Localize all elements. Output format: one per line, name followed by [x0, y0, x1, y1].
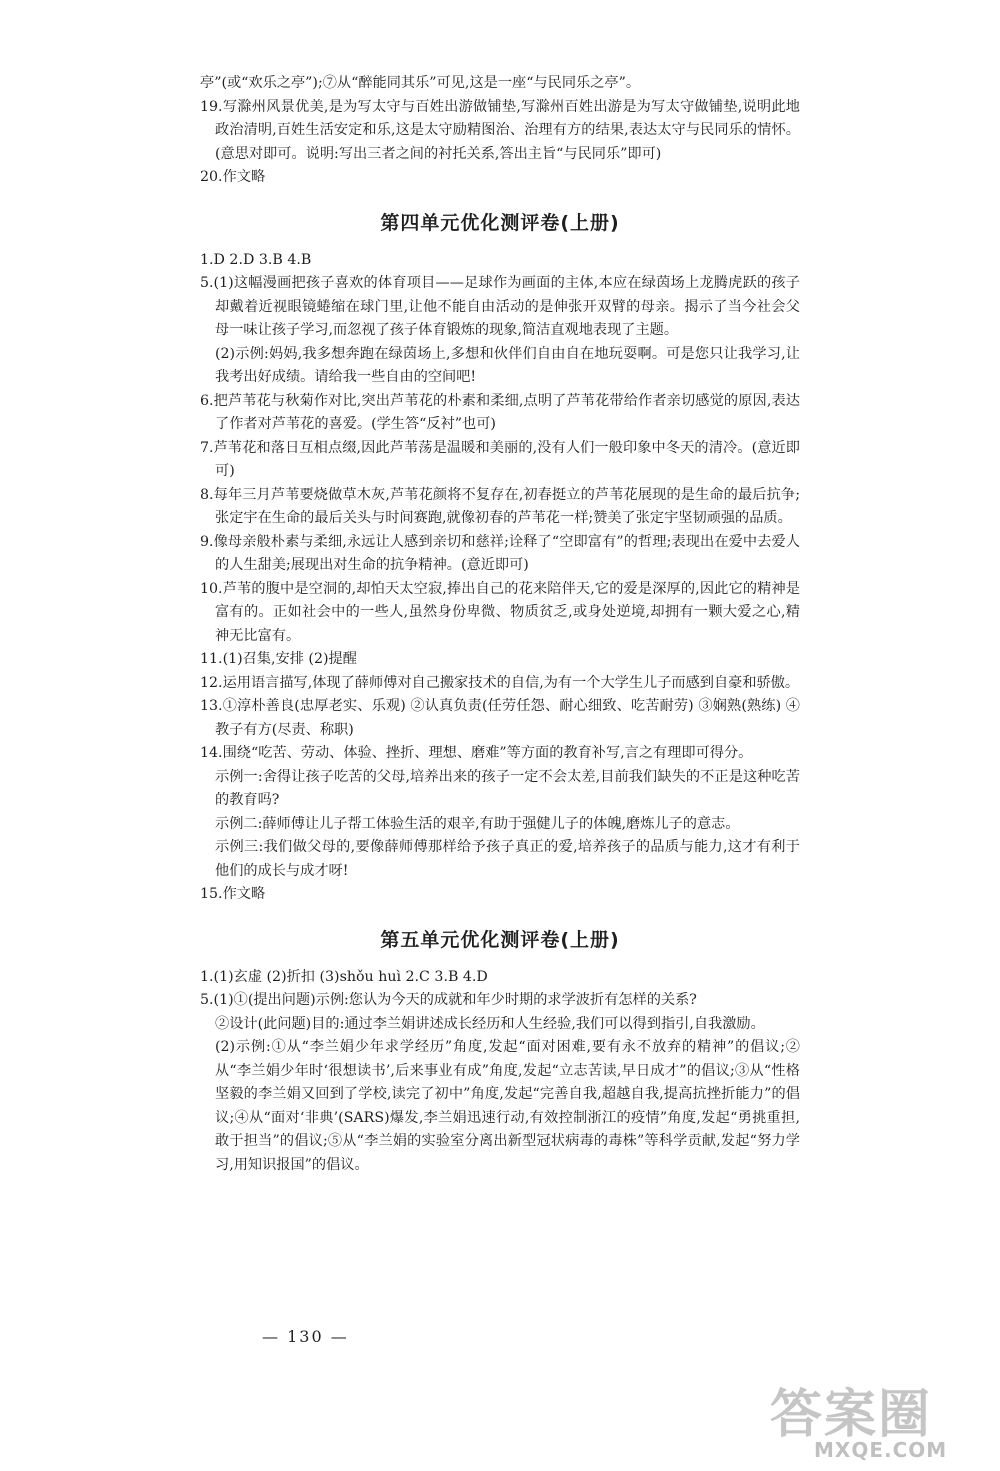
section-title: 第五单元优化测评卷(上册): [380, 928, 620, 951]
watermark-url: MXQE.COM: [814, 1438, 948, 1462]
continuation-line: 亭”(或“欢乐之亭”);⑦从“醉能同其乐”可见,这是一座“与民同乐之亭”。: [200, 75, 641, 91]
answer-item: 5.(1)①(提出问题)示例:您认为今天的成就和年少时期的求学波折有怎样的关系?: [200, 992, 697, 1008]
answer-subitem: (2)示例:①从“李兰娟少年求学经历”角度,发起“面对困难,要有永不放弃的精神”的倡议;②从“李兰娟少年时‘很想读书’,后来事业有成”角度,发起“立志苦读,早日成才”的倡议;③从“性格坚毅的李兰娟又回到了学校,读完了初中”角度,发起“完善自我,超越自我,提高抗挫折能力”的倡议;④从“面对‘非典’(SARS)爆发,李兰娟迅速行动,有效控制浙江的疫情”角度,发起“勇挑重担,敢于担当”的倡议;⑤从“李兰娟的实验室分离出新型冠状病毒的毒株”等科学贡献,发起“努力学习,用知识报国”的倡议。: [215, 1039, 800, 1173]
answer-item: 14.围绕“吃苦、劳动、体验、挫折、理想、磨难”等方面的教育补写,言之有理即可得分。: [200, 745, 753, 761]
answer-example: 示例三:我们做父母的,要像薛师傅那样给予孩子真正的爱,培养孩子的品质与能力,这才有利于他们的成长与成才呀!: [215, 839, 800, 879]
answer-example: 示例二:薛师傅让儿子帮工体验生活的艰辛,有助于强健儿子的体魄,磨炼儿子的意志。: [215, 815, 740, 832]
answer-subitem: (2)示例:妈妈,我多想奔跑在绿茵场上,多想和伙伴们自由自在地玩耍啊。可是您只让我学习,让我考出好成绩。请给我一些自由的空间吧!: [215, 345, 800, 385]
watermark-text: 答案圈: [770, 1385, 933, 1445]
answer-item: 13.①淳朴善良(忠厚老实、乐观) ②认真负责(任劳任怨、耐心细致、吃苦耐劳) ③娴熟(熟练) ④教子有方(尽责、称职): [200, 698, 800, 738]
answer-item: 6.把芦苇花与秋菊作对比,突出芦苇花的朴素和柔细,点明了芦苇花带给作者亲切感觉的原因,表达了作者对芦苇花的喜爱。(学生答“反衬”也可): [200, 392, 800, 432]
answer-example: 示例一:舍得让孩子吃苦的父母,培养出来的孩子一定不会太差,目前我们缺失的不正是这种吃苦的教育吗?: [215, 768, 800, 808]
answer-content: [200, 72, 800, 1177]
answer-item: 1.D 2.D 3.B 4.B: [200, 251, 312, 268]
answer-item: 8.每年三月芦苇要烧做草木灰,芦苇花颜将不复存在,初春挺立的芦苇花展现的是生命的最后抗争;张定宇在生命的最后关头与时间赛跑,就像初春的芦苇花一样;赞美了张定宇坚韧顽强的品质。: [200, 486, 800, 526]
answer-item: 5.(1)这幅漫画把孩子喜欢的体育项目——足球作为画面的主体,本应在绿茵场上龙腾虎跃的孩子却戴着近视眼镜蜷缩在球门里,让他不能自由活动的是伸张开双臂的母亲。揭示了当今社会父母一味让孩子学习,而忽视了孩子体育锻炼的现象,简洁直观地表现了主题。: [200, 275, 800, 338]
answer-subitem: ②设计(此问题)目的:通过李兰娟讲述成长经历和人生经验,我们可以得到指引,自我激励。: [215, 1015, 765, 1032]
answer-item: 20.作文略: [200, 169, 266, 185]
answer-item: 7.芦苇花和落日互相点缀,因此芦苇荡是温暖和美丽的,没有人们一般印象中冬天的清冷。(意近即可): [200, 439, 800, 479]
page-number: — 130 —: [262, 1327, 349, 1346]
answer-item: 15.作文略: [200, 886, 266, 902]
watermark-logo: [770, 1372, 990, 1462]
answer-item: 9.像母亲般朴素与柔细,永远让人感到亲切和慈祥;诠释了“空即富有”的哲理;表现出在爱中去爱人的人生甜美;展现出对生命的抗争精神。(意近即可): [200, 533, 800, 573]
section-title: 第四单元优化测评卷(上册): [380, 211, 620, 234]
answer-item: 10.芦苇的腹中是空洞的,却怕天太空寂,捧出自己的花来陪伴天,它的爱是深厚的,因此它的精神是富有的。正如社会中的一些人,虽然身份卑微、物质贫乏,或身处逆境,却拥有一颗大爱之心,精神无比富有。: [200, 580, 800, 644]
answer-item: 11.(1)召集,安排 (2)提醒: [200, 651, 357, 667]
answer-item: 12.运用语言描写,体现了薛师傅对自己搬家技术的自信,为有一个大学生儿子而感到自豪和骄傲。: [200, 674, 800, 691]
answer-item: 1.(1)玄虚 (2)折扣 (3)shǒu huì 2.C 3.B 4.D: [200, 968, 488, 985]
answer-item: 19.写滁州风景优美,是为写太守与百姓出游做铺垫,写滁州百姓出游是为写太守做铺垫,说明此地政治清明,百姓生活安定和乐,这是太守励精图治、治理有方的结果,表达太守与民同乐的情怀。(意思对即可。说明:写出三者之间的衬托关系,答出主旨“与民同乐”即可): [200, 98, 800, 162]
